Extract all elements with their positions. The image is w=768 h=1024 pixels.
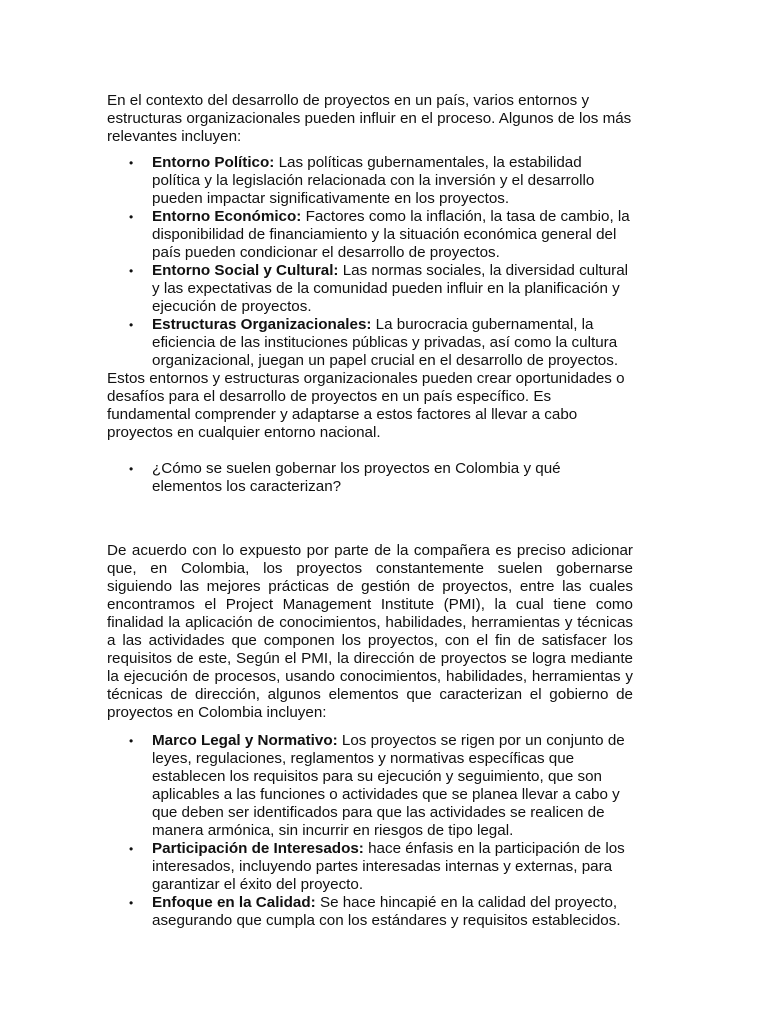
bullet-icon: • [129, 462, 134, 476]
question-text: ¿Cómo se suelen gobernar los proyectos en Colombia y qué elementos los caracterizan? [152, 460, 561, 495]
list-item-term: Entorno Político: [152, 154, 275, 171]
list-item-entorno-social-cultural [107, 262, 633, 316]
list-item-term: Entorno Social y Cultural: [152, 262, 339, 279]
spacer [107, 146, 633, 154]
spacer [107, 496, 633, 542]
bullet-icon: • [129, 734, 134, 748]
bullet-icon: • [129, 156, 134, 170]
list-item-text: Las políticas gubernamentales, la estabilidad política y la legislación relacionada con la inversión y el desarrollo pueden impactar significativamente en los proyectos. [152, 154, 595, 207]
bullet-icon: • [129, 842, 134, 856]
list-item-text: Factores como la inflación, la tasa de cambio, la disponibilidad de financiamiento y la situación económica general del país pueden condicionar el desarrollo de proyectos. [152, 208, 630, 261]
list-item-term: Estructuras Organizacionales: [152, 316, 372, 333]
spacer [107, 722, 633, 732]
list-item-text: Los proyectos se rigen por un conjunto de leyes, regulaciones, reglamentos y normativas específicas que establecen los requisitos para su ejecución y seguimiento, que son aplicables a las funciones o actividades que se planea llevar a cabo y que deben ser identificados para que las actividades se realicen de manera armónica, sin incurrir en riesgos de tipo legal. [152, 732, 625, 839]
list-item-term: Entorno Económico: [152, 208, 302, 225]
list-item-term: Enfoque en la Calidad: [152, 894, 316, 911]
question-item [107, 460, 633, 496]
list-item-text: La burocracia gubernamental, la eficiencia de las instituciones públicas y privadas, así como la cultura organizacional, juegan un papel crucial en el desarrollo de proyectos. [152, 316, 619, 369]
conclusion-paragraph: Estos entornos y estructuras organizacionales pueden crear oportunidades o desafíos para el desarrollo de proyectos en un país específico. Es fundamental comprender y adaptarse a estos factores al llevar a cabo proyectos en cualquier entorno nacional. [107, 370, 625, 441]
list-item-marco-legal [107, 732, 633, 840]
bullet-icon: • [129, 896, 134, 910]
spacer [107, 442, 633, 460]
bullet-icon: • [129, 210, 134, 224]
elementos-list [107, 732, 633, 930]
list-item-estructuras-organizacionales [107, 316, 633, 370]
list-item-term: Marco Legal y Normativo: [152, 732, 338, 749]
list-item-participacion-interesados [107, 840, 633, 894]
list-item-entorno-politico [107, 154, 633, 208]
response-paragraph: De acuerdo con lo expuesto por parte de la compañera es preciso adicionar que, en Colombia, los proyectos constantemente suelen gobernarse siguiendo las mejores prácticas de gestión de proyectos, entre las cuales encontramos el Project Management Institute (PMI), la cual tiene como finalidad la aplicación de conocimientos, habilidades, herramientas y técnicas a las actividades que componen los proyectos, con el fin de satisfacer los requisitos de este, Según el PMI, la dirección de proyectos se logra mediante la ejecución de procesos, usando conocimientos, habilidades, herramientas y técnicas de dirección, algunos elementos que caracterizan el gobierno de proyectos en Colombia incluyen: [107, 542, 633, 721]
bullet-icon: • [129, 264, 134, 278]
list-item-text: hace énfasis en la participación de los interesados, incluyendo partes interesadas internas y externas, para garantizar el éxito del proyecto. [152, 840, 625, 893]
bullet-icon: • [129, 318, 134, 332]
list-item-enfoque-calidad [107, 894, 633, 930]
list-item-term: Participación de Interesados: [152, 840, 364, 857]
list-item-text: Las normas sociales, la diversidad cultural y las expectativas de la comunidad pueden influir en la planificación y ejecución de proyectos. [152, 262, 629, 315]
list-item-entorno-economico [107, 208, 633, 262]
question-list [107, 460, 633, 496]
document-page [107, 92, 633, 930]
entornos-list [107, 154, 633, 370]
intro-paragraph: En el contexto del desarrollo de proyectos en un país, varios entornos y estructuras organizacionales pueden influir en el proceso. Algunos de los más relevantes incluyen: [107, 92, 632, 145]
list-item-text: Se hace hincapié en la calidad del proyecto, asegurando que cumpla con los estándares y requisitos establecidos. [152, 894, 621, 929]
